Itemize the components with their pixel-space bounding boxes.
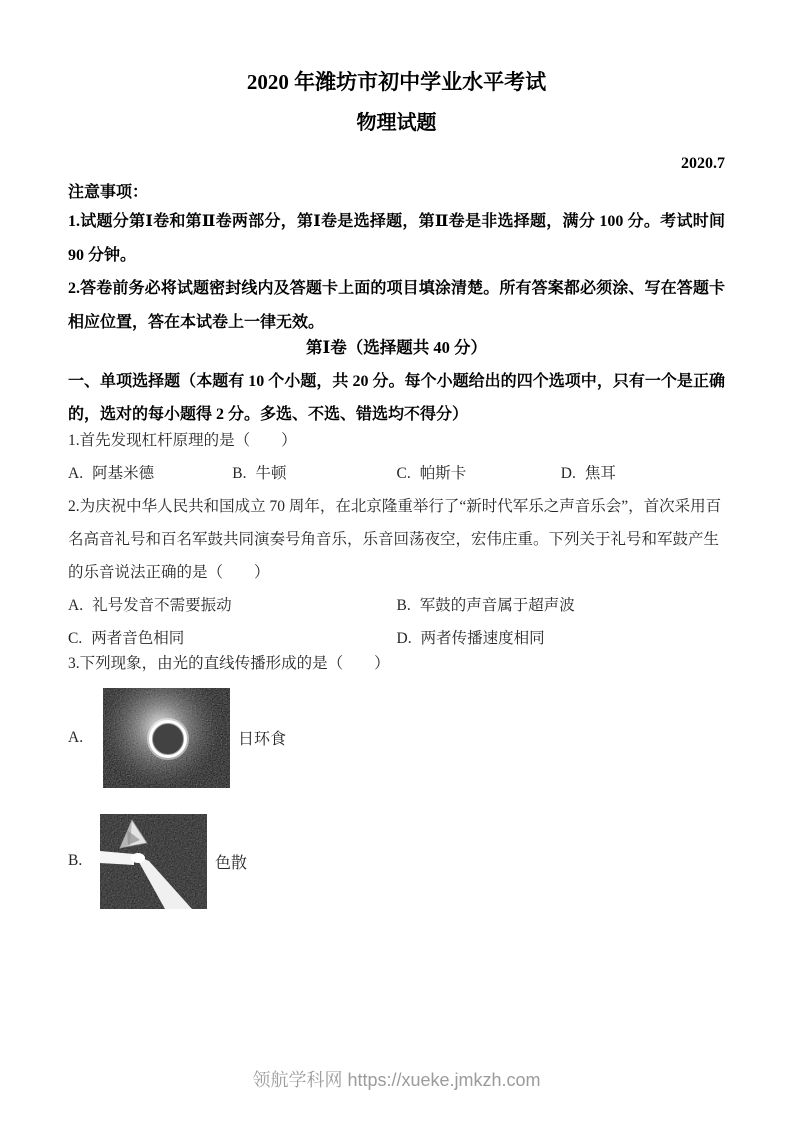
option-text: 阿基米德 xyxy=(92,464,155,482)
option-label: C. xyxy=(396,464,411,482)
section-1-heading: 第Ⅰ卷（选择题共 40 分） xyxy=(306,338,487,357)
annular-eclipse-image xyxy=(103,688,230,788)
figure-a-caption: 日环食 xyxy=(238,731,287,748)
figure-b-label: B. xyxy=(68,852,83,869)
question-2-option-b xyxy=(397,589,726,622)
option-text: 牛顿 xyxy=(255,464,287,482)
prism-dispersion-image xyxy=(100,814,207,909)
option-label: B. xyxy=(232,464,247,482)
figure-a-row xyxy=(68,688,725,788)
option-text: 焦耳 xyxy=(584,464,616,482)
question-1-option-c xyxy=(397,457,561,490)
figure-b-row xyxy=(68,814,725,909)
notice-item-2: 2.答卷前务必将试题密封线内及答题卡上面的项目填涂清楚。所有答案都必须涂、写在答题卡相应位置，答在本试卷上一律无效。 xyxy=(68,280,725,331)
option-text: 帕斯卡 xyxy=(419,464,467,482)
question-2-text: 2.为庆祝中华人民共和国成立 70 周年，在北京隆重举行了“新时代军乐之声音乐会”，首次采用百名高音礼号和百名军鼓共同演奏号角音乐，乐音回荡夜空，宏伟庄重。下列关于礼号和军鼓产生的乐音说法正确的是（ ） xyxy=(68,497,722,581)
notice-heading: 注意事项： xyxy=(68,184,149,201)
watermark-text: 领航学科网 https://xueke.jmkzh.com xyxy=(252,1070,541,1090)
question-1-option-b xyxy=(232,457,396,490)
option-label: A. xyxy=(68,464,84,482)
page-title: 2020 年潍坊市初中学业水平考试 xyxy=(246,70,547,94)
notice-item-1: 1.试题分第Ⅰ卷和第Ⅱ卷两部分，第Ⅰ卷是选择题，第Ⅱ卷是非选择题，满分 100 分。考试时间 90 分钟。 xyxy=(68,213,725,264)
option-label: D. xyxy=(560,464,576,482)
question-2-option-d xyxy=(397,622,726,655)
section-1-intro: 一、单项选择题（本题有 10 个小题，共 20 分。每个小题给出的四个选项中，只有一个是正确的，选对的每小题得 2 分。多选、不选、错选均不得分） xyxy=(68,372,725,423)
option-text: 两者传播速度相同 xyxy=(420,629,545,647)
question-2-options xyxy=(68,589,725,655)
question-3-text: 3.下列现象，由光的直线传播形成的是（ ） xyxy=(68,654,390,672)
page-subtitle: 物理试题 xyxy=(356,112,437,134)
exam-date: 2020.7 xyxy=(681,155,725,172)
option-text: 礼号发音不需要振动 xyxy=(92,596,232,614)
option-text: 两者音色相同 xyxy=(91,629,185,647)
question-1-option-d xyxy=(561,457,725,490)
option-label: C. xyxy=(68,629,83,647)
figure-b-caption: 色散 xyxy=(215,854,248,872)
option-text: 军鼓的声音属于超声波 xyxy=(419,596,575,614)
question-2-option-a xyxy=(68,589,397,622)
option-label: A. xyxy=(68,596,84,614)
question-1-option-a xyxy=(68,457,232,490)
figure-a-label: A. xyxy=(68,728,84,746)
option-label: D. xyxy=(396,629,412,647)
question-1-text: 1.首先发现杠杆原理的是（ ） xyxy=(68,431,297,449)
option-label: B. xyxy=(396,596,411,614)
question-1-options xyxy=(68,457,725,490)
